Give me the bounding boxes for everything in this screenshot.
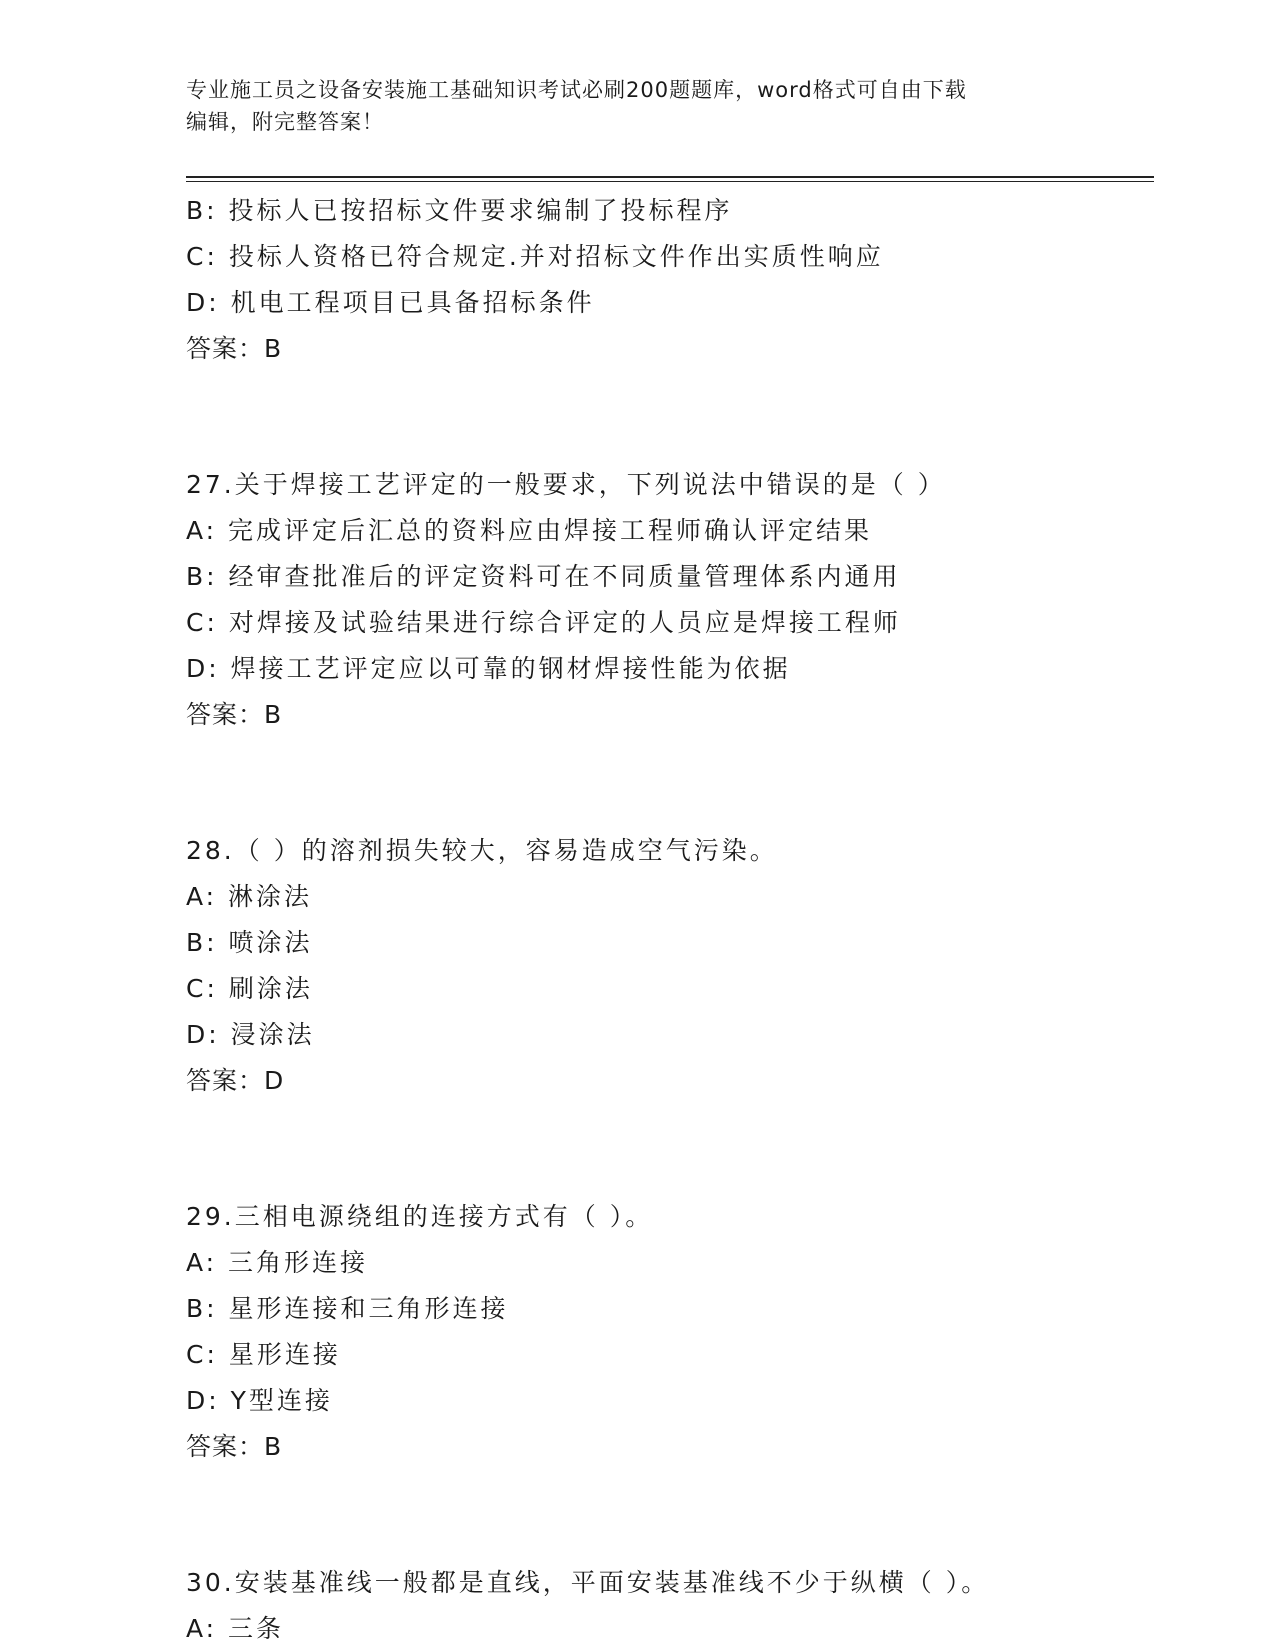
header-title-line-1: 专业施工员之设备安装施工基础知识考试必刷200题题库，word格式可自由下载 <box>186 78 967 102</box>
option-c: C: 星形连接 <box>186 1340 341 1369</box>
option-d: D: Y型连接 <box>186 1386 333 1415</box>
option-a: A: 淋涂法 <box>186 882 313 911</box>
question-27 <box>186 462 1146 738</box>
option-d: D: 机电工程项目已具备招标条件 <box>186 288 595 317</box>
spacer <box>186 372 1146 462</box>
answer: 答案：B <box>186 334 283 363</box>
question-stem: 29.三相电源绕组的连接方式有（ ）。 <box>186 1202 654 1231</box>
question-30 <box>186 1560 1146 1652</box>
question-list <box>186 188 1146 1652</box>
question-stem: 27.关于焊接工艺评定的一般要求，下列说法中错误的是（ ） <box>186 470 946 499</box>
spacer <box>186 738 1146 828</box>
answer: 答案：B <box>186 700 283 729</box>
header-divider-thick <box>186 176 1154 178</box>
question-29 <box>186 1194 1146 1470</box>
option-b: B: 经审查批准后的评定资料可在不同质量管理体系内通用 <box>186 562 901 591</box>
option-c: C: 刷涂法 <box>186 974 313 1003</box>
option-b: B: 星形连接和三角形连接 <box>186 1294 509 1323</box>
option-a: A: 三角形连接 <box>186 1248 369 1277</box>
option-a: A: 三条 <box>186 1614 285 1643</box>
spacer <box>186 1470 1146 1560</box>
option-d: D: 焊接工艺评定应以可靠的钢材焊接性能为依据 <box>186 654 791 683</box>
document-header <box>186 74 1086 138</box>
header-title-line-2: 编辑，附完整答案！ <box>186 110 384 134</box>
header-divider-thin <box>186 181 1154 182</box>
option-b: B: 喷涂法 <box>186 928 313 957</box>
question-28 <box>186 828 1146 1104</box>
option-c: C: 对焊接及试验结果进行综合评定的人员应是焊接工程师 <box>186 608 901 637</box>
question-stem: 30.安装基准线一般都是直线，平面安装基准线不少于纵横（ ）。 <box>186 1568 990 1597</box>
option-c: C: 投标人资格已符合规定.并对招标文件作出实质性响应 <box>186 242 884 271</box>
answer: 答案：B <box>186 1432 283 1461</box>
option-d: D: 浸涂法 <box>186 1020 315 1049</box>
question-fragment-26 <box>186 188 1146 372</box>
spacer <box>186 1104 1146 1194</box>
option-b: B: 投标人已按招标文件要求编制了投标程序 <box>186 196 733 225</box>
option-a: A: 完成评定后汇总的资料应由焊接工程师确认评定结果 <box>186 516 873 545</box>
question-stem: 28.（ ）的溶剂损失较大，容易造成空气污染。 <box>186 836 778 865</box>
answer: 答案：D <box>186 1066 285 1095</box>
